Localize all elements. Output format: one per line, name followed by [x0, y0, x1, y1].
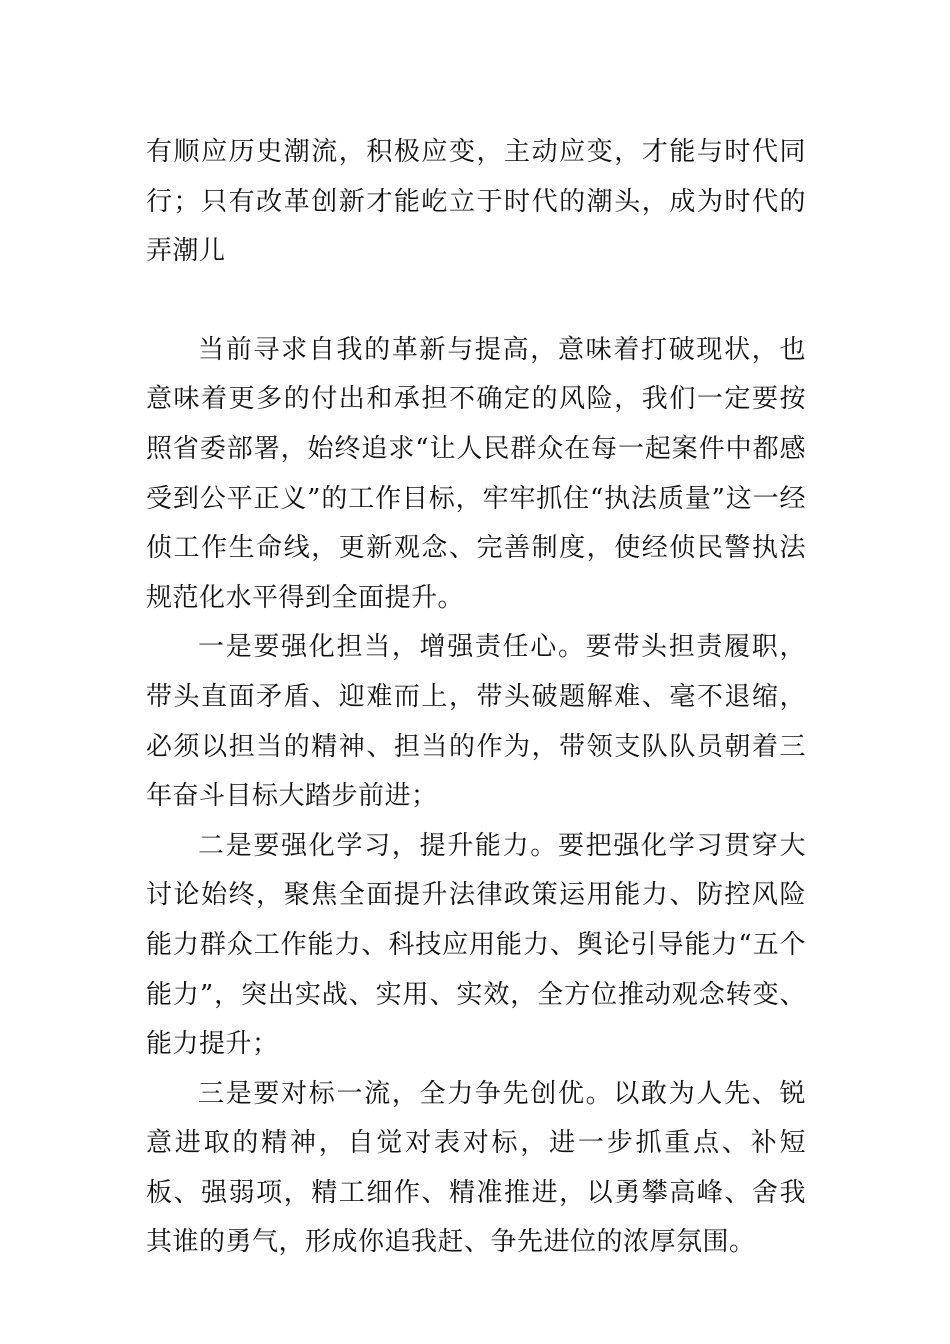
document-body: [146, 128, 806, 1268]
paragraph-intro: 当前寻求自我的革新与提高，意味着打破现状，也意味着更多的付出和承担不确定的风险，我们一定要按照省委部署，始终追求“让人民群众在每一起案件中都感受到公平正义”的工作目标，牢牢抓住“执法质量”这一经侦工作生命线，更新观念、完善制度，使经侦民警执法规范化水平得到全面提升。: [146, 334, 806, 613]
paragraph-point-one: 一是要强化担当，增强责任心。要带头担责履职，带头直面矛盾、迎难而上，带头破题解难、毫不退缩，必须以担当的精神、担当的作为，带领支队队员朝着三年奋斗目标大踏步前进；: [146, 632, 806, 812]
paragraph-point-three: 三是要对标一流，全力争先创优。以敢为人先、锐意进取的精神，自觉对表对标，进一步抓重点、补短板、强弱项，精工细作、精准推进，以勇攀高峰、舍我其谁的勇气，形成你追我赶、争先进位的浓厚氛围。: [146, 1078, 806, 1258]
paragraph-continuation: 有顺应历史潮流，积极应变，主动应变，才能与时代同行；只有改革创新才能屹立于时代的潮头，成为时代的弄潮儿: [146, 137, 806, 267]
paragraph-point-two: 二是要强化学习，提升能力。要把强化学习贯穿大讨论始终，聚焦全面提升法律政策运用能力、防控风险能力群众工作能力、科技应用能力、舆论引导能力“五个能力”，突出实战、实用、实效，全方位推动观念转变、能力提升；: [146, 830, 806, 1060]
